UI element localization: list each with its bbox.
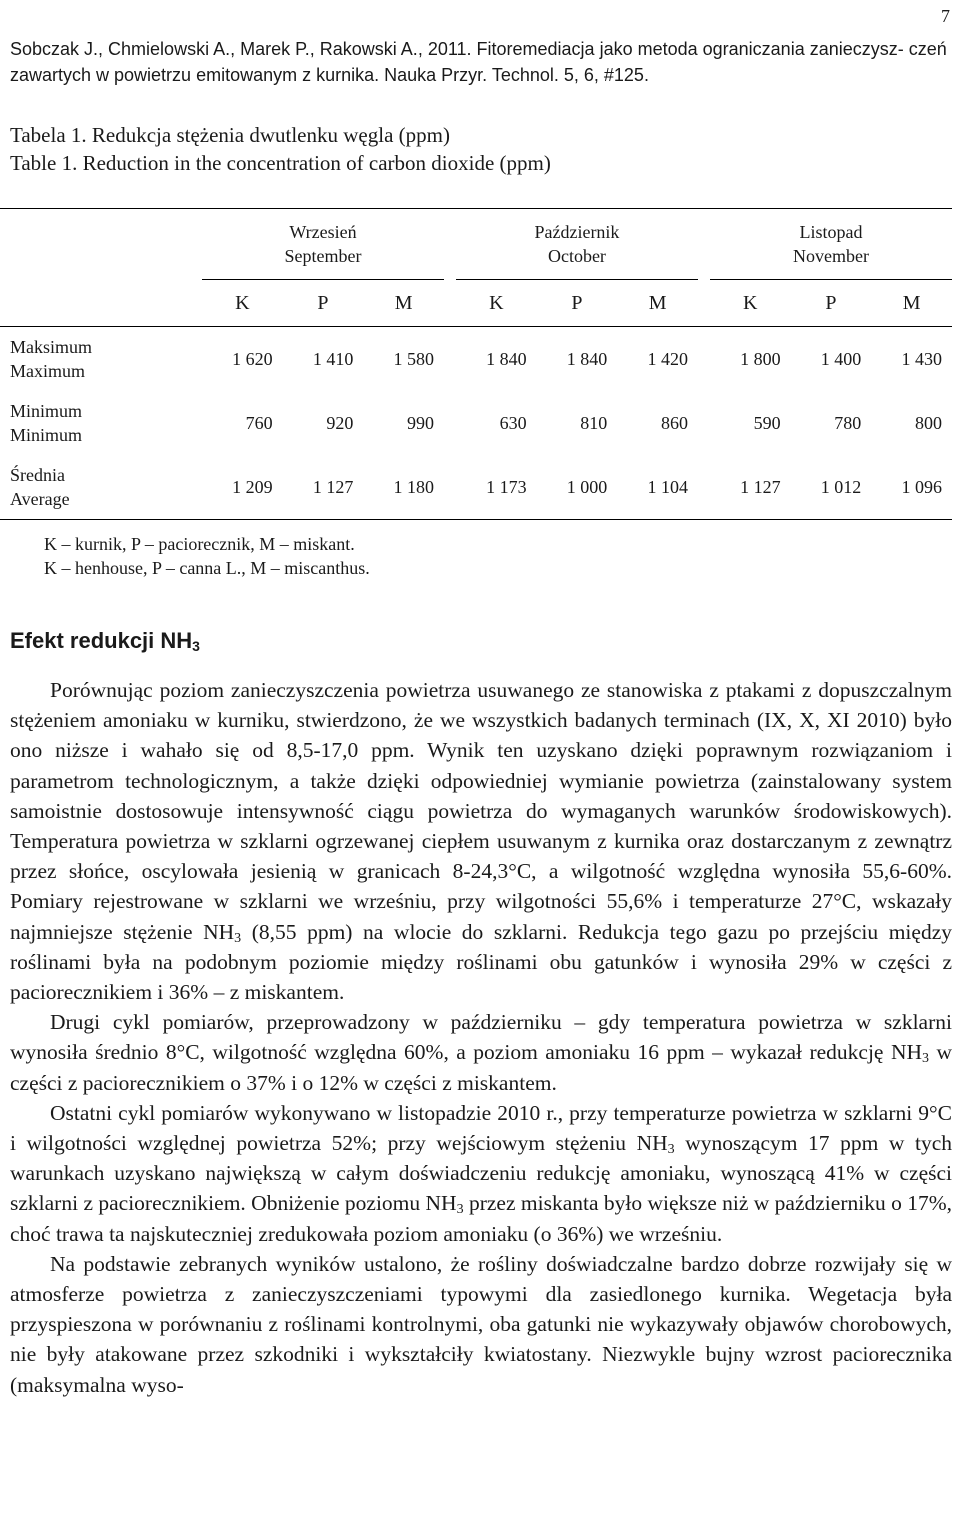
subheader-p: P bbox=[825, 291, 837, 314]
subheader-m: M bbox=[648, 291, 667, 314]
table-cell: 1 104 bbox=[617, 455, 698, 520]
row-label: Maksimum Maximum bbox=[0, 327, 190, 392]
table-cell: 1 400 bbox=[791, 327, 872, 392]
subheader-p: P bbox=[571, 291, 583, 314]
table-cell: 630 bbox=[499, 412, 527, 433]
row-label: Minimum Minimum bbox=[10, 401, 83, 445]
table-cell: 1 620 bbox=[202, 327, 283, 392]
subheader-m: M bbox=[902, 291, 921, 314]
table-row-minimum bbox=[0, 391, 952, 455]
table-legend bbox=[44, 532, 370, 580]
body-text bbox=[10, 675, 952, 1400]
table-cell: 1 012 bbox=[791, 455, 872, 520]
table-cell: 1 127 bbox=[283, 455, 364, 520]
data-table-container bbox=[0, 208, 952, 520]
table-cell: 800 bbox=[915, 412, 942, 433]
subheader-k: K bbox=[489, 291, 504, 314]
legend-en: K – henhouse, P – canna L., M – miscanthus. bbox=[44, 558, 370, 578]
table-cell: 1 127 bbox=[710, 455, 791, 520]
subheader-p: P bbox=[317, 291, 329, 314]
paragraph: Porównując poziom zanieczyszczenia powietrza usuwanego ze stanowiska z ptakami z dopuszczalnym stężeniem amoniaku w kurniku, stwierdzono, że we wszystkich badanych terminach (IX, X, XI 2010) było ono niższe i wahało się od 8,5-17,0 ppm. Wynik ten uzyskano dzięki poprawnym rozwiązaniom i parametrom technologicznym, a także dzięki odpowiedniej wymianie powietrza (zainstalowany system samoistnie dostosowuje intensywność ciągu powietrza do wymaganych warunków środowiskowych). Temperatura powietrza w szklarni ogrzewanej ciepłem usuwanym z kurnika oraz dostarczanym z zewnątrz przez słońce, oscylowała jesienią w granicach 8-24,3°C, a wilgotność względna wynosiła 55,6-60%. Pomiary rejestrowane w szklarni we wrześniu, przy wilgotności 55,6% i temperaturze 27°C, wskazały najmniejsze stężenie $NH_3$ (8,55 ppm) na wlocie do szklarni. Redukcja tego gazu po przejściu między roślinami była na podobnym poziomie między roślinami obu gatunków i wynosiła 29% w części z paciorecznikiem i 36% – z miskantem. bbox=[10, 678, 952, 1005]
table-cell: 1 000 bbox=[537, 455, 618, 520]
section-title: Efekt redukcji $NH_3$ bbox=[10, 628, 200, 654]
table-cell: 1 840 bbox=[456, 327, 537, 392]
table-cell: 1 173 bbox=[456, 455, 537, 520]
table-cell: 1 180 bbox=[363, 455, 444, 520]
month-header-october: Październik October bbox=[456, 209, 698, 280]
month-header-september: Wrzesień September bbox=[202, 209, 444, 280]
page-number: 7 bbox=[941, 6, 950, 26]
table-cell: 760 bbox=[245, 412, 273, 433]
co2-table bbox=[0, 208, 952, 520]
table-cell: 1 420 bbox=[617, 327, 698, 392]
paragraph: Ostatni cykl pomiarów wykonywano w listopadzie 2010 r., przy temperaturze powietrza w szklarni 9°C i wilgotności względnej powietrza 52%; przy wejściowym stężeniu $NH_3$ wynoszącym 17 ppm w tych warunkach uzyskano największą w całym doświadczeniu redukcję amoniaku, wynoszącą 41% w części szklarni z paciorecznikiem. Obniżenie poziomu $NH_3$ przez miskanta było większe niż w październiku o 17%, choć trawa ta najskuteczniej zredukowała poziom amoniaku (o 36%) we wrześniu. bbox=[10, 1100, 953, 1246]
subheader-k: K bbox=[235, 291, 250, 314]
paragraph: Drugi cykl pomiarów, przeprowadzony w październiku – gdy temperatura powietrza w szklarni wynosiła średnio 8°C, wilgotność względna 60%, a poziom amoniaku 16 ppm – wykazał redukcję $NH_3$ w części z paciorecznikiem o 37% i o 12% w części z miskantem. bbox=[10, 1010, 952, 1095]
table-cell: 810 bbox=[580, 412, 608, 433]
month-header-november: Listopad November bbox=[710, 209, 952, 280]
legend-pl: K – kurnik, P – paciorecznik, M – miskant. bbox=[44, 534, 355, 554]
table-cell: 860 bbox=[660, 412, 688, 433]
subheader-k: K bbox=[743, 291, 758, 314]
table-cell: 1 410 bbox=[283, 327, 364, 392]
subheader-m: M bbox=[394, 291, 413, 314]
paragraph: Na podstawie zebranych wyników ustalono, że rośliny doświadczalne bardzo dobrze rozwijały się w atmosferze powietrza z zanieczyszczeniami typowymi dla zasiedlonego kurnika. Wegetacja była przyspieszona w porównaniu z roślinami kontrolnymi, oba gatunki nie wykazywały objawów chorobowych, nie były atakowane przez szkodniki i wykształciły kwiatostany. Niezwykle bujny wzrost paciorecznika (maksymalna wyso- bbox=[10, 1251, 952, 1397]
table-cell: 1 840 bbox=[537, 327, 618, 392]
table-caption-pl: Tabela 1. Redukcja stężenia dwutlenku węgla (ppm) bbox=[10, 123, 450, 147]
citation: Sobczak J., Chmielowski A., Marek P., Rakowski A., 2011. Fitoremediacja jako metoda ograniczania zanieczysz- czeń zawartych w powietrzu emitowanym z kurnika. Nauka Przyr. Technol. 5, 6, #125. bbox=[10, 39, 947, 85]
table-cell: 590 bbox=[753, 412, 781, 433]
table-caption-en: Table 1. Reduction in the concentration of carbon dioxide (ppm) bbox=[10, 151, 551, 175]
table-cell: 1 096 bbox=[871, 455, 952, 520]
table-cell: 1 430 bbox=[871, 327, 952, 392]
table-cell: 1 580 bbox=[363, 327, 444, 392]
table-row-average bbox=[0, 455, 952, 520]
table-cell: 920 bbox=[326, 412, 354, 433]
table-corner bbox=[0, 209, 190, 280]
table-cell: 780 bbox=[834, 412, 862, 433]
table-cell: 1 209 bbox=[202, 455, 283, 520]
table-cell: 1 800 bbox=[710, 327, 791, 392]
row-label: Średnia Average bbox=[0, 455, 190, 520]
table-row-maximum bbox=[0, 327, 952, 392]
table-cell: 990 bbox=[406, 412, 434, 433]
